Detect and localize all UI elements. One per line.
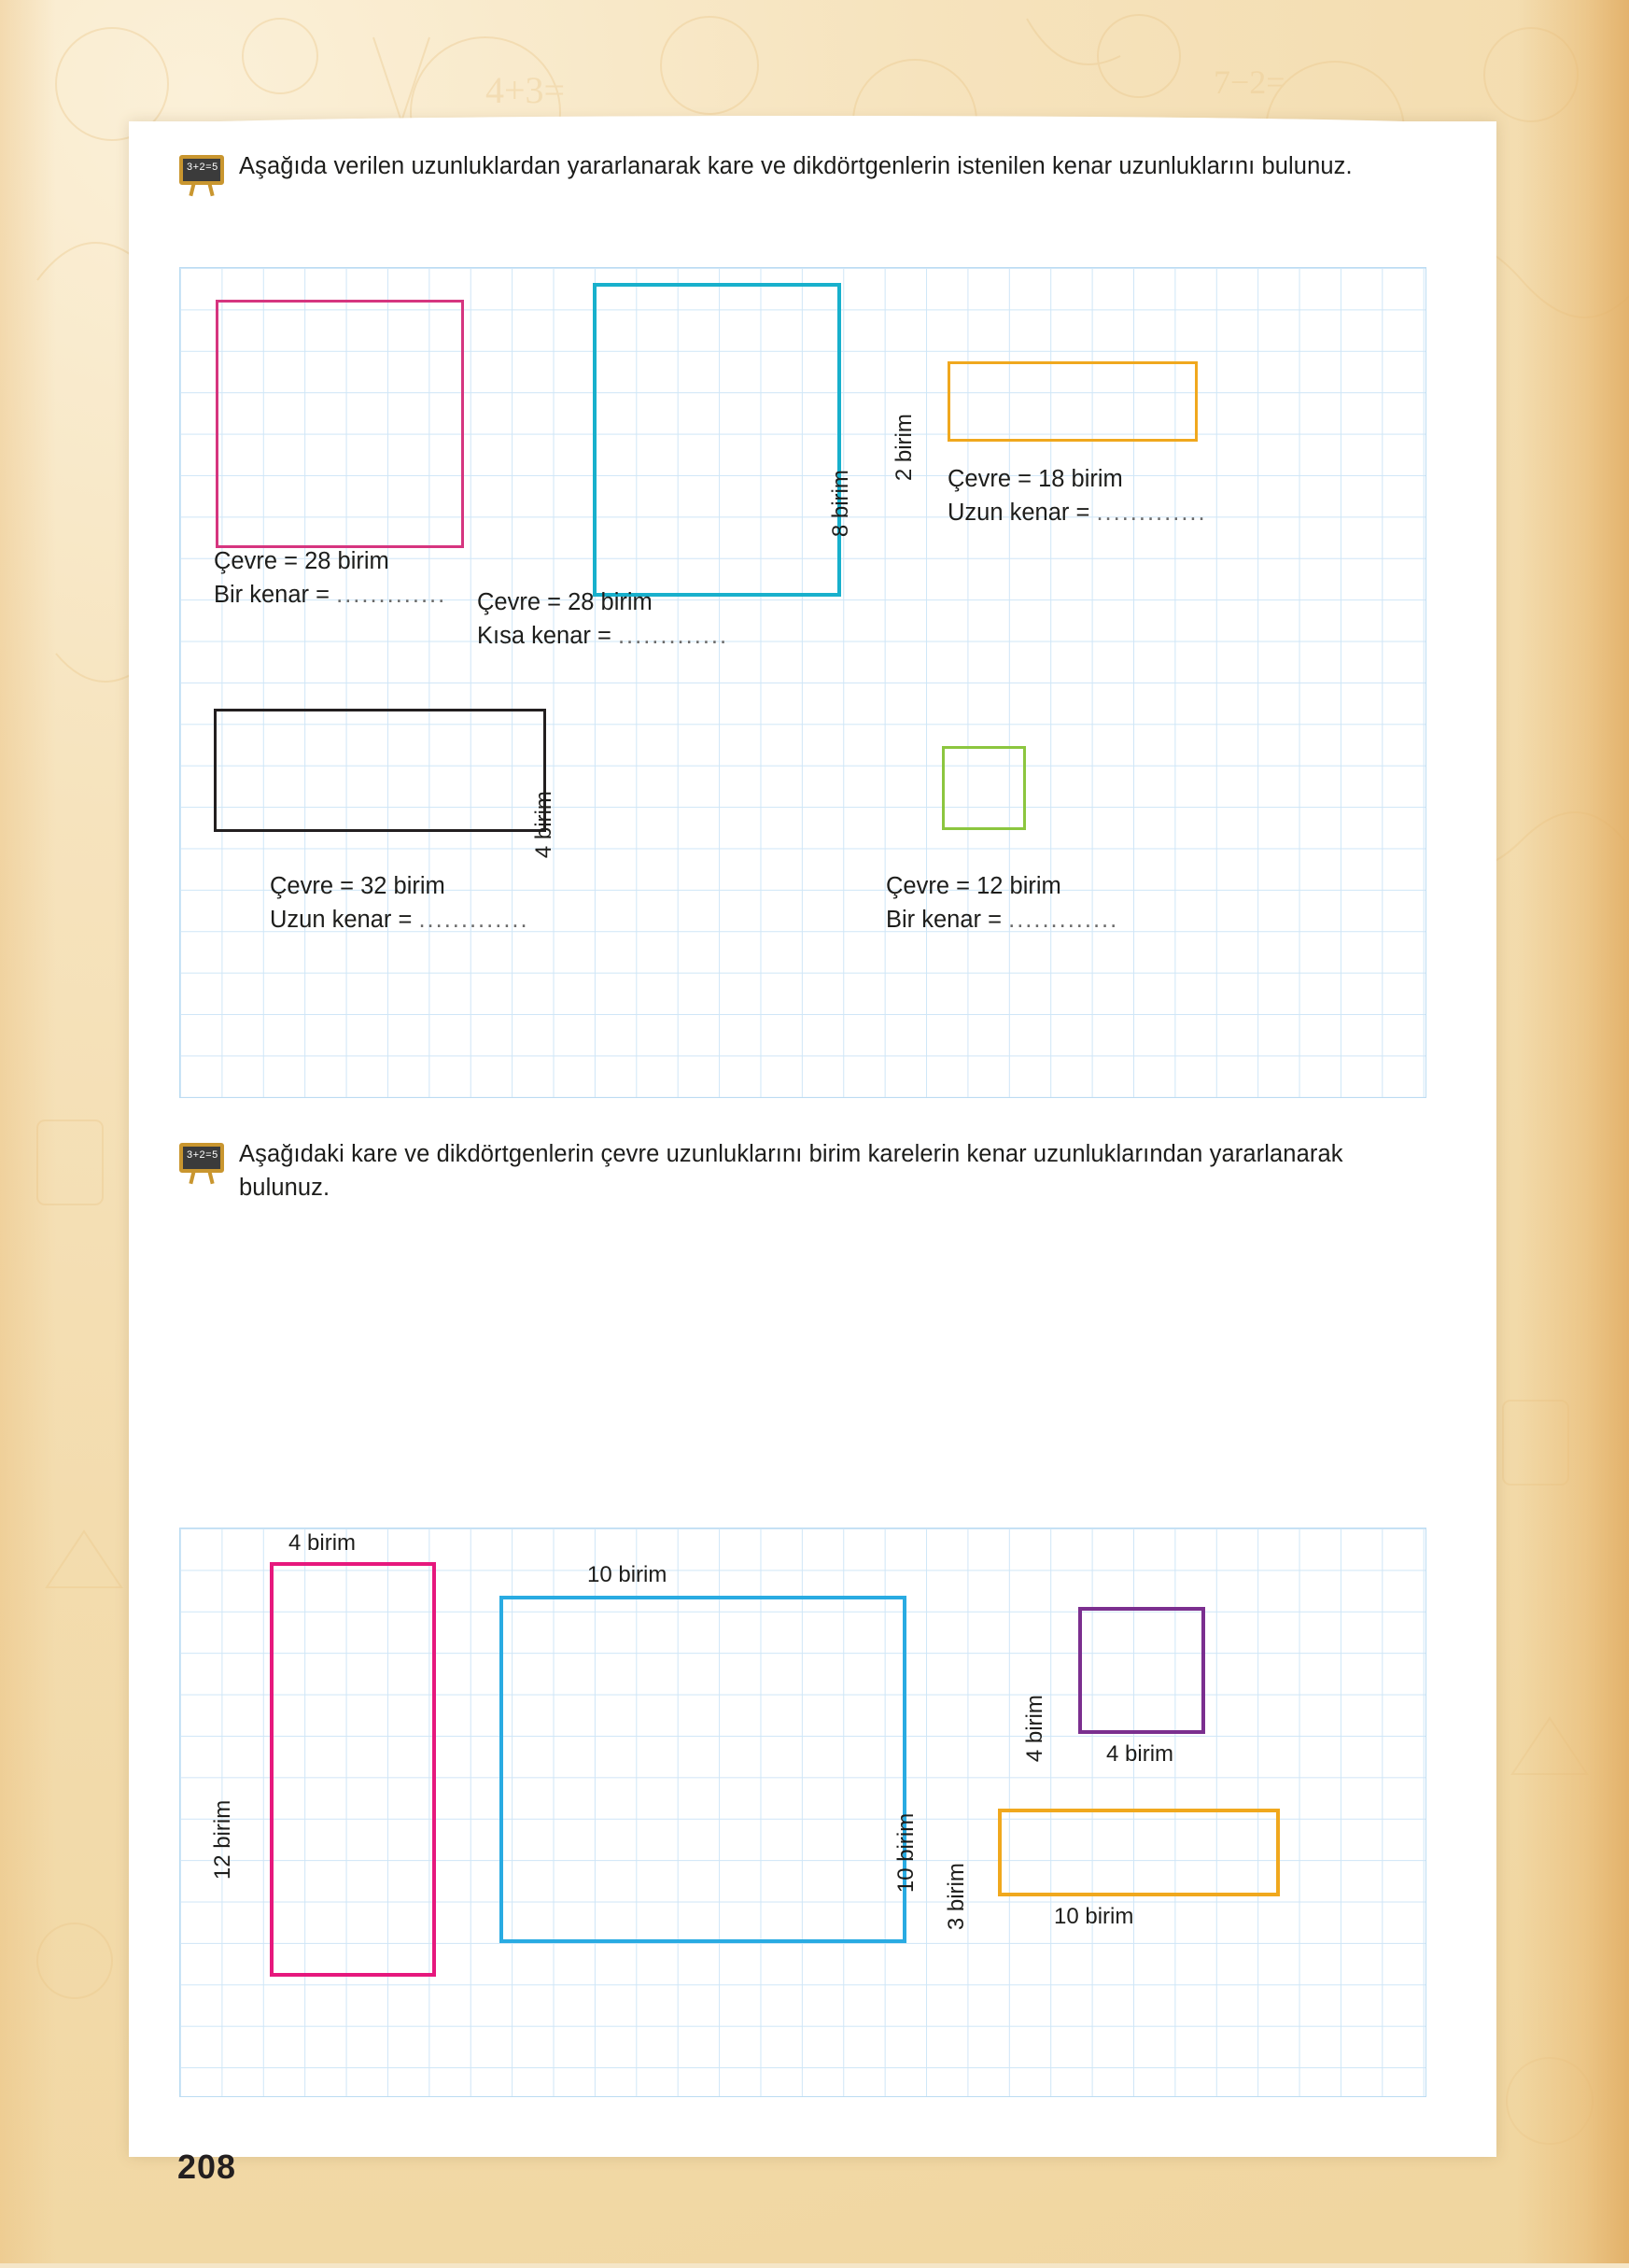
exercise-2-grid — [179, 1528, 1426, 2097]
caption-pink-side-prefix: Bir kenar = — [214, 582, 337, 608]
background-right-band — [1517, 0, 1629, 2263]
label-purple-left: 4 birim — [1021, 1695, 1047, 1763]
caption-cyan-short-side — [477, 619, 728, 654]
label-pink-left: 12 birim — [209, 1799, 235, 1881]
shape-orange-rectangle — [948, 361, 1198, 442]
shape-blue-square — [499, 1596, 906, 1943]
caption-green-side-blank: ............. — [1008, 907, 1119, 933]
label-black-rectangle-height: 4 birim — [530, 791, 556, 859]
caption-cyan-short-side-prefix: Kısa kenar = — [477, 623, 618, 649]
label-blue-right: 10 birim — [892, 1812, 919, 1894]
caption-black-long-side-prefix: Uzun kenar = — [270, 907, 419, 933]
label-orange-bottom: 10 birim — [1054, 1904, 1134, 1929]
caption-cyan-short-side-blank: ............. — [617, 623, 729, 649]
label-purple-bottom: 4 birim — [1106, 1741, 1174, 1767]
activity-1-heading — [177, 149, 1428, 196]
shape-orange-wide-rectangle — [998, 1809, 1280, 1896]
background-left-band — [0, 0, 56, 2263]
caption-orange-long-side — [948, 496, 1207, 530]
shape-black-rectangle — [214, 709, 546, 832]
label-cyan-rectangle-height: 8 birim — [827, 470, 853, 538]
activity-1-text: Aşağıda verilen uzunluklardan yararlanarak kare ve dikdörtgenlerin istenilen kenar uzunluklarını bulunuz. — [239, 153, 1353, 179]
chalkboard-icon-label: 3+2=5 — [187, 162, 218, 173]
caption-green-side — [886, 903, 1118, 937]
caption-black-long-side — [270, 903, 529, 937]
svg-text:7−2=: 7−2= — [1214, 63, 1285, 101]
chalkboard-icon — [177, 155, 226, 196]
shape-cyan-rectangle — [593, 283, 841, 597]
chalkboard-icon — [177, 1143, 226, 1184]
svg-text:4+3=: 4+3= — [485, 69, 566, 111]
caption-orange-long-side-blank: ............. — [1096, 500, 1207, 526]
chalkboard-icon-label: 3+2=5 — [187, 1149, 218, 1161]
caption-green-side-prefix: Bir kenar = — [886, 907, 1009, 933]
page-number: 208 — [177, 2148, 237, 2186]
caption-pink-side-blank: ............. — [336, 582, 447, 608]
caption-pink-perimeter: Çevre = 28 birim — [214, 548, 389, 574]
content-sheet — [129, 121, 1496, 2157]
caption-orange-perimeter: Çevre = 18 birim — [948, 466, 1123, 492]
label-orange-rectangle-height: 2 birim — [891, 414, 917, 482]
activity-2-heading — [177, 1137, 1428, 1204]
shape-pink-square — [216, 300, 464, 548]
caption-black-long-side-blank: ............. — [418, 907, 529, 933]
shape-green-square — [942, 746, 1026, 830]
activity-2-text: Aşağıdaki kare ve dikdörtgenlerin çevre uzunluklarını birim karelerin kenar uzunluklarından yararlanarak bulunuz. — [239, 1141, 1343, 1202]
shape-purple-square — [1078, 1607, 1205, 1734]
label-blue-top: 10 birim — [587, 1562, 667, 1587]
exercise-1-grid — [179, 267, 1426, 1098]
label-pink-top: 4 birim — [288, 1530, 357, 1556]
caption-orange-long-side-prefix: Uzun kenar = — [948, 500, 1097, 526]
caption-cyan-perimeter: Çevre = 28 birim — [477, 589, 653, 615]
shape-pink-tall-rectangle — [270, 1562, 436, 1977]
caption-pink-side — [214, 578, 446, 613]
caption-green-perimeter: Çevre = 12 birim — [886, 873, 1061, 899]
label-orange-left: 3 birim — [943, 1863, 969, 1931]
caption-black-perimeter: Çevre = 32 birim — [270, 873, 445, 899]
